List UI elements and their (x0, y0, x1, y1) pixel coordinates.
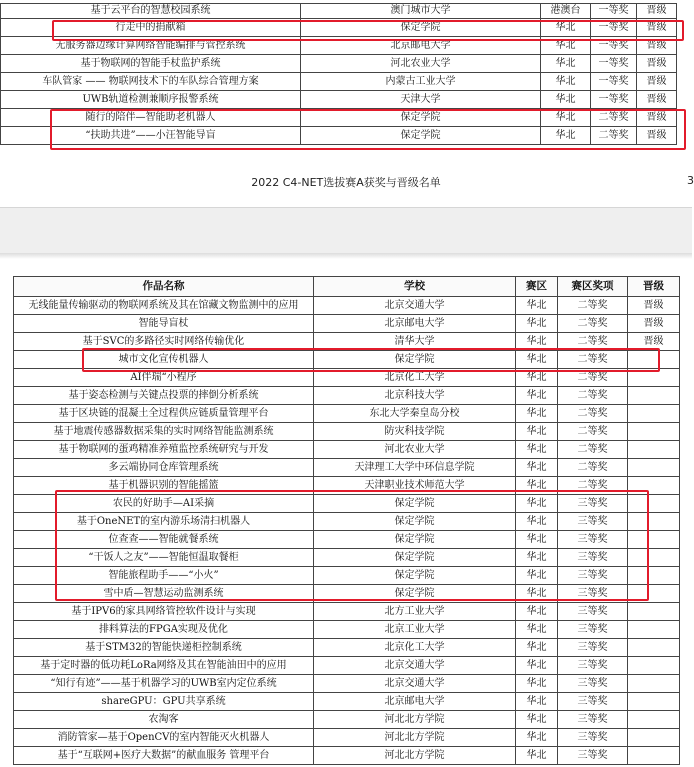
cell-status: 晋级 (628, 315, 680, 333)
cell-school: 河北北方学院 (314, 747, 516, 765)
table-row (14, 297, 680, 315)
cell-name: 基于机器识别的智能摇篮 (14, 477, 314, 495)
cell-name: 基于物联网的智能手杖监护系统 (1, 55, 301, 73)
cell-award: 一等奖 (591, 73, 637, 91)
cell-region: 华北 (516, 441, 558, 459)
cell-school: 北京邮电大学 (314, 315, 516, 333)
cell-region: 华北 (516, 549, 558, 567)
cell-name: 排料算法的FPGA实现及优化 (14, 621, 314, 639)
cell-school: 北京交通大学 (314, 657, 516, 675)
cell-award: 三等奖 (558, 693, 628, 711)
cell-name: 基于地震传感器数据采集的实时网络智能监测系统 (14, 423, 314, 441)
cell-status: 晋级 (637, 55, 677, 73)
cell-region: 港澳台 (541, 4, 591, 19)
cell-school: 天津大学 (301, 91, 541, 109)
cell-award: 一等奖 (591, 91, 637, 109)
cell-school: 保定学院 (314, 531, 516, 549)
table-row (1, 55, 677, 73)
cell-school: 保定学院 (314, 351, 516, 369)
cell-award: 二等奖 (558, 459, 628, 477)
cell-status: 晋级 (637, 73, 677, 91)
cell-name: 基于“互联网+医疗大数据”的献血服务 管理平台 (14, 747, 314, 765)
cell-name: 基于定时器的低功耗LoRa网络及其在智能油田中的应用 (14, 657, 314, 675)
cell-region: 华北 (516, 495, 558, 513)
table-row (1, 73, 677, 91)
cell-name: 行走中的捐献箱 (1, 19, 301, 37)
cell-award: 二等奖 (558, 405, 628, 423)
header-name: 作品名称 (14, 277, 314, 297)
cell-region: 华北 (516, 315, 558, 333)
cell-award: 三等奖 (558, 639, 628, 657)
cell-award: 三等奖 (558, 657, 628, 675)
cell-status (628, 657, 680, 675)
cell-region: 华北 (516, 387, 558, 405)
cell-award: 二等奖 (558, 387, 628, 405)
cell-region: 华北 (516, 567, 558, 585)
cell-school: 北京化工大学 (314, 369, 516, 387)
table-row (1, 4, 677, 19)
header-region: 赛区 (516, 277, 558, 297)
header-school: 学校 (314, 277, 516, 297)
cell-region: 华北 (516, 513, 558, 531)
cell-award: 三等奖 (558, 495, 628, 513)
cell-region: 华北 (516, 621, 558, 639)
cell-school: 北京科技大学 (314, 387, 516, 405)
cell-region: 华北 (516, 693, 558, 711)
cell-name: 基于OneNET的室内游乐场清扫机器人 (14, 513, 314, 531)
cell-status (628, 747, 680, 765)
cell-status (628, 693, 680, 711)
cell-region: 华北 (516, 729, 558, 747)
cell-region: 华北 (541, 19, 591, 37)
cell-award: 二等奖 (558, 441, 628, 459)
cell-name: 基于区块链的混凝土全过程供应链质量管理平台 (14, 405, 314, 423)
cell-status (628, 639, 680, 657)
highlight-box (50, 109, 686, 150)
cell-name: 城市文化宣传机器人 (14, 351, 314, 369)
table-row (14, 639, 680, 657)
cell-school: 北方工业大学 (314, 603, 516, 621)
cell-status: 晋级 (637, 127, 677, 145)
cell-region: 华北 (516, 477, 558, 495)
cell-region: 华北 (516, 531, 558, 549)
cell-school: 北京邮电大学 (314, 693, 516, 711)
cell-status (628, 711, 680, 729)
table-row (14, 711, 680, 729)
table-row (14, 603, 680, 621)
table-row (14, 387, 680, 405)
page-number: 3 (687, 174, 694, 187)
cell-region: 华北 (516, 333, 558, 351)
cell-school: 河北北方学院 (314, 729, 516, 747)
cell-name: “扶助共进”——小汪智能导盲 (1, 127, 301, 145)
cell-status: 晋级 (628, 333, 680, 351)
cell-award: 三等奖 (558, 675, 628, 693)
cell-award: 一等奖 (591, 19, 637, 37)
table-row (14, 693, 680, 711)
cell-name: 农淘客 (14, 711, 314, 729)
cell-award: 三等奖 (558, 621, 628, 639)
cell-name: 基于云平台的智慧校园系统 (1, 4, 301, 19)
cell-school: 防灾科技学院 (314, 423, 516, 441)
cell-award: 一等奖 (591, 4, 637, 19)
cell-region: 华北 (516, 423, 558, 441)
cell-school: 保定学院 (314, 495, 516, 513)
cell-status (628, 729, 680, 747)
cell-status (628, 441, 680, 459)
cell-status (628, 621, 680, 639)
highlight-box (52, 20, 684, 41)
cell-region: 华北 (516, 585, 558, 603)
cell-award: 二等奖 (558, 351, 628, 369)
cell-award: 三等奖 (558, 747, 628, 765)
cell-award: 二等奖 (558, 369, 628, 387)
cell-school: 保定学院 (314, 567, 516, 585)
cell-award: 二等奖 (558, 477, 628, 495)
cell-name: 基于STM32的智能快递柜控制系统 (14, 639, 314, 657)
cell-award: 二等奖 (591, 127, 637, 145)
cell-region: 华北 (541, 73, 591, 91)
cell-school: 澳门城市大学 (301, 4, 541, 19)
cell-status (628, 603, 680, 621)
cell-award: 二等奖 (558, 333, 628, 351)
cell-status: 晋级 (637, 4, 677, 19)
cell-status: 晋级 (628, 297, 680, 315)
cell-name: “干饭人之友”——智能恒温取餐柜 (14, 549, 314, 567)
cell-award: 三等奖 (558, 567, 628, 585)
table-row (14, 441, 680, 459)
header-award: 赛区奖项 (558, 277, 628, 297)
cell-school: 内蒙古工业大学 (301, 73, 541, 91)
cell-status: 晋级 (637, 19, 677, 37)
cell-school: 保定学院 (314, 513, 516, 531)
cell-school: 清华大学 (314, 333, 516, 351)
cell-name: 基于SVC的多路径实时网络传输优化 (14, 333, 314, 351)
cell-award: 三等奖 (558, 549, 628, 567)
table-row (14, 315, 680, 333)
cell-name: 雪中盾—智慧运动监测系统 (14, 585, 314, 603)
table-header-row (14, 277, 680, 297)
cell-region: 华北 (541, 37, 591, 55)
cell-name: 农民的好助手—AI采摘 (14, 495, 314, 513)
cell-school: 河北农业大学 (314, 441, 516, 459)
cell-region: 华北 (541, 55, 591, 73)
cell-region: 华北 (516, 711, 558, 729)
cell-name: AI伴瑞“小程序 (14, 369, 314, 387)
table-row (14, 621, 680, 639)
cell-school: 河北农业大学 (301, 55, 541, 73)
cell-award: 三等奖 (558, 729, 628, 747)
cell-status: 晋级 (637, 37, 677, 55)
cell-name: UWB轨道检测兼顺序报警系统 (1, 91, 301, 109)
cell-region: 华北 (516, 747, 558, 765)
cell-status: 晋级 (637, 91, 677, 109)
header-status: 晋级 (628, 277, 680, 297)
cell-status (628, 423, 680, 441)
cell-name: shareGPU：GPU共享系统 (14, 693, 314, 711)
cell-award: 三等奖 (558, 711, 628, 729)
page-caption: 2022 C4-NET选拔赛A获奖与晋级名单 (251, 176, 441, 189)
cell-school: 保定学院 (301, 19, 541, 37)
cell-region: 华北 (516, 603, 558, 621)
cell-school: 北京邮电大学 (301, 37, 541, 55)
table-row (14, 729, 680, 747)
cell-region: 华北 (516, 369, 558, 387)
highlight-box (55, 490, 649, 601)
cell-region: 华北 (516, 351, 558, 369)
table-row (14, 675, 680, 693)
cell-name: “知行有迹”——基于机器学习的UWB室内定位系统 (14, 675, 314, 693)
cell-school: 保定学院 (314, 549, 516, 567)
cell-name: 消防管家—基于OpenCV的室内智能灭火机器人 (14, 729, 314, 747)
cell-status (628, 459, 680, 477)
cell-school: 天津理工大学中环信息学院 (314, 459, 516, 477)
cell-region: 华北 (516, 459, 558, 477)
cell-school: 北京交通大学 (314, 675, 516, 693)
cell-school: 河北北方学院 (314, 711, 516, 729)
cell-name: 无线能量传输驱动的物联网系统及其在馆藏文物监测中的应用 (14, 297, 314, 315)
cell-region: 华北 (541, 127, 591, 145)
cell-school: 北京交通大学 (314, 297, 516, 315)
cell-region: 华北 (516, 675, 558, 693)
cell-name: 基于姿态检测与关键点投票的摔倒分析系统 (14, 387, 314, 405)
cell-name: 随行的陪伴—智能助老机器人 (1, 109, 301, 127)
cell-school: 东北大学秦皇岛分校 (314, 405, 516, 423)
table-row (14, 423, 680, 441)
cell-award: 一等奖 (591, 37, 637, 55)
table-row (1, 91, 677, 109)
cell-region: 华北 (516, 657, 558, 675)
cell-name: 基于物联网的蛋鸡精准养殖监控系统研究与开发 (14, 441, 314, 459)
cell-award: 三等奖 (558, 513, 628, 531)
cell-school: 北京化工大学 (314, 639, 516, 657)
cell-region: 华北 (541, 91, 591, 109)
cell-region: 华北 (541, 109, 591, 127)
cell-name: 多云端协同仓库管理系统 (14, 459, 314, 477)
page-break (0, 207, 692, 255)
cell-award: 三等奖 (558, 603, 628, 621)
cell-school: 保定学院 (301, 127, 541, 145)
cell-name: 位查查——智能就餐系统 (14, 531, 314, 549)
table-row (14, 405, 680, 423)
cell-school: 北京工业大学 (314, 621, 516, 639)
cell-status (628, 405, 680, 423)
cell-name: 无服务器边缘计算网络智能编排与管控系统 (1, 37, 301, 55)
cell-region: 华北 (516, 639, 558, 657)
cell-school: 保定学院 (314, 585, 516, 603)
cell-school: 天津职业技术师范大学 (314, 477, 516, 495)
cell-region: 华北 (516, 297, 558, 315)
table-row (14, 747, 680, 765)
cell-status (628, 675, 680, 693)
cell-name: 基于IPV6的家具网络管控软件设计与实现 (14, 603, 314, 621)
cell-award: 二等奖 (558, 297, 628, 315)
cell-name: 车队管家 —— 物联网技术下的车队综合管理方案 (1, 73, 301, 91)
cell-status (628, 387, 680, 405)
cell-award: 二等奖 (591, 109, 637, 127)
cell-award: 三等奖 (558, 531, 628, 549)
page-shadow (0, 253, 692, 259)
cell-award: 三等奖 (558, 585, 628, 603)
table-row (14, 657, 680, 675)
highlight-box (82, 348, 660, 372)
cell-region: 华北 (516, 405, 558, 423)
cell-name: 智能旅程助手——“小火” (14, 567, 314, 585)
table-row (14, 459, 680, 477)
cell-award: 二等奖 (558, 423, 628, 441)
cell-school: 保定学院 (301, 109, 541, 127)
cell-status: 晋级 (637, 109, 677, 127)
cell-name: 智能导盲杖 (14, 315, 314, 333)
cell-award: 一等奖 (591, 55, 637, 73)
cell-award: 二等奖 (558, 315, 628, 333)
